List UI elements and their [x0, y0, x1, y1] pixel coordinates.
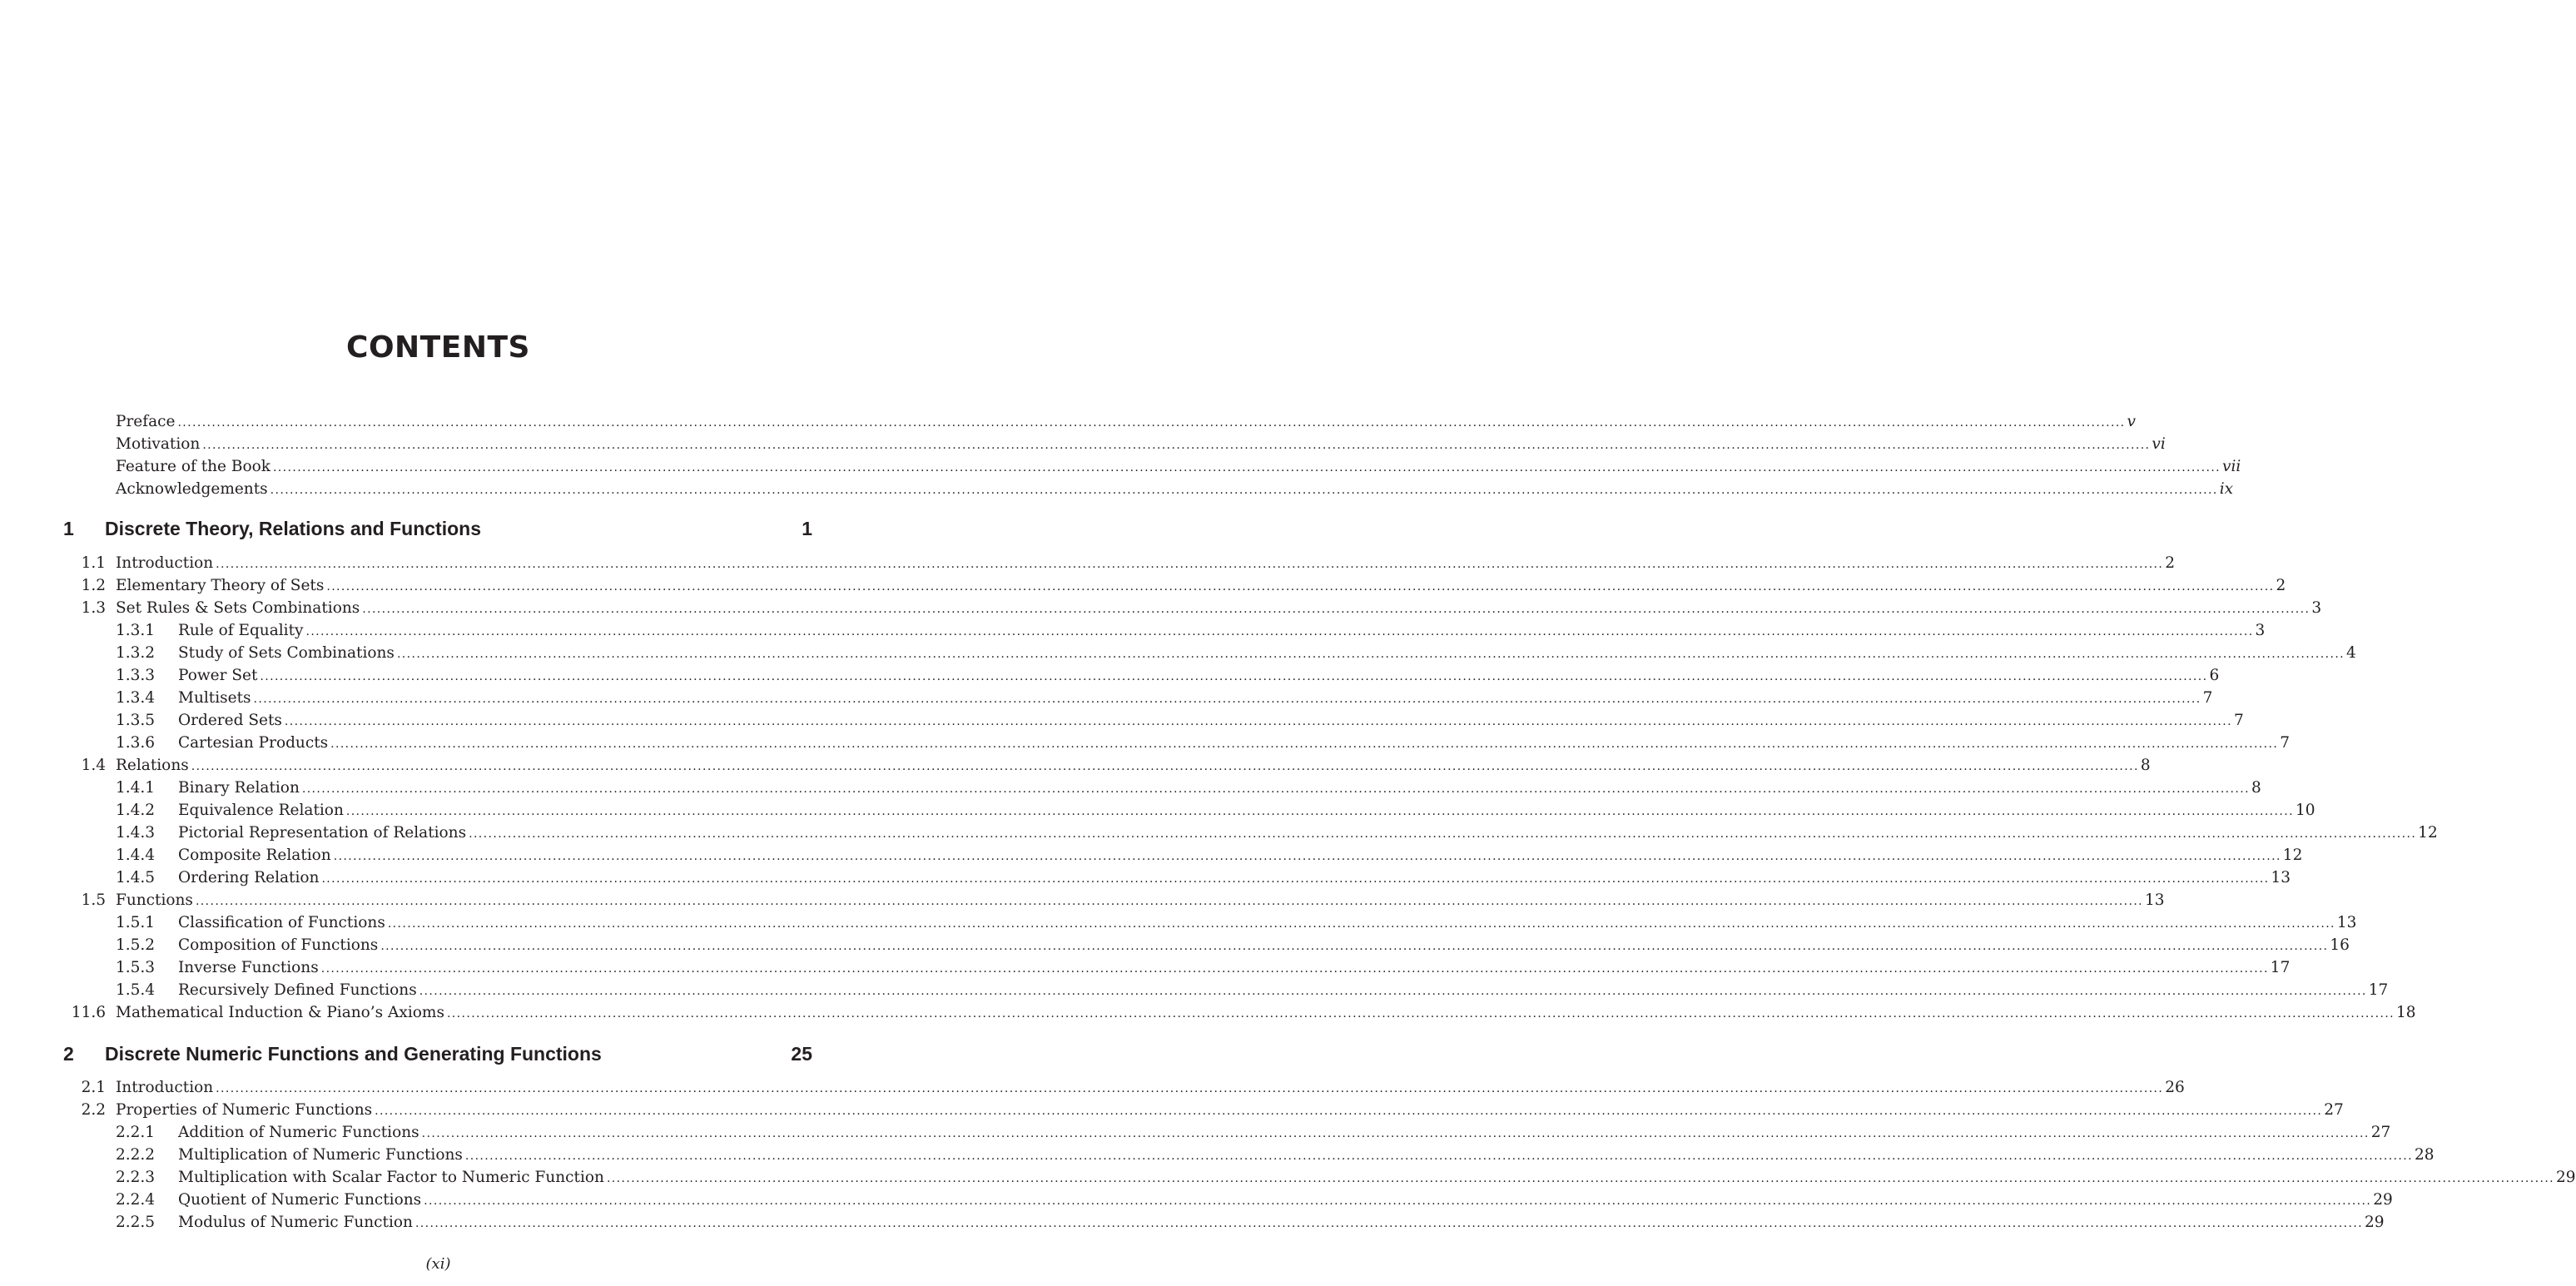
entry-page: 27: [2370, 1124, 2391, 1141]
page-title: CONTENTS: [346, 330, 530, 365]
entry-page: 16: [2330, 936, 2350, 954]
section-number: 1.4.2: [116, 802, 156, 819]
entry-title: Composition of Functions: [178, 936, 379, 954]
entry-line: [178, 732, 2290, 756]
entry-line: [116, 478, 2234, 502]
section-number: 1.4.4: [116, 847, 156, 864]
section-number: 2.2.5: [116, 1214, 156, 1231]
entry-title: Elementary Theory of Sets: [116, 577, 325, 594]
toc-entry: [0, 1076, 2185, 1099]
entry-line: [116, 1099, 2344, 1123]
entry-title: Ordered Sets: [178, 712, 282, 729]
entry-page: 2: [2165, 554, 2176, 572]
entry-line: [178, 822, 2438, 846]
toc-entry: [0, 956, 2291, 979]
toc-entry: [0, 1166, 2576, 1189]
chapter-page: 1: [802, 518, 812, 539]
section-number: 1.2: [81, 577, 106, 594]
entry-line: [178, 1166, 2576, 1190]
section-number: 1.3.4: [116, 689, 156, 707]
dot-leader: ................................................................................................................................................................................................................................................................................................................................................................................................................: [362, 603, 2310, 616]
entry-title: Introduction: [116, 554, 214, 572]
dot-leader: ................................................................................................................................................................................................................................................................................................................................................................................................................: [424, 1194, 2372, 1208]
entry-title: Multiplication of Numeric Functions: [178, 1146, 463, 1164]
entry-page: 27: [2324, 1101, 2344, 1119]
entry-title: Ordering Relation: [178, 869, 320, 886]
entry-page: ix: [2219, 480, 2234, 498]
dot-leader: ................................................................................................................................................................................................................................................................................................................................................................................................................: [301, 782, 2250, 796]
entry-title: Addition of Numeric Functions: [178, 1124, 419, 1141]
entry-page: 29: [2556, 1169, 2576, 1186]
section-number: 2.2: [81, 1101, 106, 1119]
dot-leader: ................................................................................................................................................................................................................................................................................................................................................................................................................: [469, 827, 2417, 841]
entry-page: vi: [2152, 435, 2166, 453]
entry-page: 3: [2255, 622, 2266, 639]
entry-line: [178, 1211, 2385, 1235]
section-number: 1.4: [81, 757, 106, 774]
toc-entry: [0, 410, 2136, 433]
entry-line: [178, 709, 2244, 733]
section-number: 1.3: [81, 599, 106, 617]
dot-leader: ................................................................................................................................................................................................................................................................................................................................................................................................................: [202, 439, 2151, 452]
section-number: 2.2.4: [116, 1191, 156, 1209]
entry-line: [178, 619, 2266, 643]
entry-title: Relations: [116, 757, 189, 774]
section-number: 1.5: [81, 891, 106, 909]
entry-page: 17: [2270, 959, 2291, 976]
chapter-number: 2: [63, 1043, 74, 1065]
section-number: 1.3.1: [116, 622, 156, 639]
entry-title: Cartesian Products: [178, 734, 329, 752]
entry-page: 18: [2396, 1004, 2416, 1021]
entry-page: 29: [2373, 1191, 2393, 1209]
toc-entry: [0, 979, 2389, 1001]
entry-page: 26: [2165, 1079, 2185, 1096]
toc-entry: [0, 433, 2166, 455]
dot-leader: ................................................................................................................................................................................................................................................................................................................................................................................................................: [419, 985, 2367, 998]
dot-leader: ................................................................................................................................................................................................................................................................................................................................................................................................................: [272, 461, 2221, 474]
section-number: 1.4.5: [116, 869, 156, 886]
dot-leader: ................................................................................................................................................................................................................................................................................................................................................................................................................: [446, 1007, 2395, 1020]
dot-leader: ................................................................................................................................................................................................................................................................................................................................................................................................................: [387, 917, 2335, 931]
toc-entry: [0, 552, 2176, 574]
dot-leader: ................................................................................................................................................................................................................................................................................................................................................................................................................: [260, 670, 2208, 683]
entry-title: Multisets: [178, 689, 251, 707]
entry-line: [178, 799, 2315, 823]
dot-leader: ................................................................................................................................................................................................................................................................................................................................................................................................................: [216, 1082, 2164, 1095]
entry-line: [178, 844, 2303, 868]
toc-entry: [0, 574, 2286, 597]
entry-title: Power Set: [178, 667, 258, 684]
entry-page: 13: [2271, 869, 2291, 886]
entry-page: 12: [2282, 847, 2303, 864]
section-number: 1.4.3: [116, 824, 156, 842]
entry-line: [178, 911, 2357, 936]
section-number: 11.6: [71, 1004, 106, 1021]
dot-leader: ................................................................................................................................................................................................................................................................................................................................................................................................................: [326, 580, 2275, 593]
entry-page: 8: [2140, 757, 2151, 774]
entry-page: 3: [2311, 599, 2322, 617]
entry-line: [116, 754, 2151, 778]
dot-leader: ................................................................................................................................................................................................................................................................................................................................................................................................................: [321, 872, 2270, 886]
toc-entry: [0, 1099, 2344, 1121]
toc-entry: [0, 664, 2220, 687]
entry-title: Multiplication with Scalar Factor to Numeric Function: [178, 1169, 604, 1186]
dot-leader: ................................................................................................................................................................................................................................................................................................................................................................................................................: [195, 895, 2144, 908]
entry-line: [178, 664, 2220, 688]
toc-entry: [0, 889, 2165, 911]
entry-line: [178, 1189, 2393, 1213]
entry-page: v: [2127, 413, 2136, 430]
entry-title: Introduction: [116, 1079, 214, 1096]
entry-page: 13: [2145, 891, 2165, 909]
toc-entry: [0, 455, 2241, 478]
entry-page: 7: [2280, 734, 2290, 752]
section-number: 2.2.2: [116, 1146, 156, 1164]
entry-title: Study of Sets Combinations: [178, 644, 395, 662]
entry-title: Modulus of Numeric Function: [178, 1214, 413, 1231]
entry-page: 6: [2209, 667, 2220, 684]
toc-entry: [0, 597, 2322, 619]
entry-line: [178, 642, 2356, 666]
entry-title: Equivalence Relation: [178, 802, 344, 819]
entry-line: [116, 552, 2176, 576]
dot-leader: ................................................................................................................................................................................................................................................................................................................................................................................................................: [414, 1217, 2364, 1230]
entry-title: Rule of Equality: [178, 622, 304, 639]
entry-title: Properties of Numeric Functions: [116, 1101, 373, 1119]
dot-leader: ................................................................................................................................................................................................................................................................................................................................................................................................................: [270, 484, 2218, 497]
toc-entry: [0, 619, 2266, 642]
entry-line: [178, 979, 2389, 1003]
entry-line: [116, 433, 2166, 457]
entry-title: Functions: [116, 891, 193, 909]
chapter-title: Discrete Numeric Functions and Generating Functions: [105, 1043, 602, 1065]
entry-page: 8: [2251, 779, 2261, 797]
toc-entry: [0, 1001, 2416, 1024]
toc-entry: [0, 709, 2244, 732]
toc-entry: [0, 911, 2357, 934]
entry-title: Motivation: [116, 435, 201, 453]
toc-entry: [0, 754, 2151, 777]
entry-line: [178, 1121, 2391, 1145]
chapter-heading: [0, 515, 876, 542]
dot-leader: ................................................................................................................................................................................................................................................................................................................................................................................................................: [330, 737, 2279, 751]
entry-page: 7: [2233, 712, 2244, 729]
chapter-heading: [0, 1040, 876, 1067]
section-number: 1.3.6: [116, 734, 156, 752]
toc-entry: [0, 732, 2290, 754]
dot-leader: ................................................................................................................................................................................................................................................................................................................................................................................................................: [375, 1105, 2323, 1118]
chapter-title: Discrete Theory, Relations and Functions: [105, 518, 481, 539]
toc-entry: [0, 777, 2261, 799]
entry-page: 7: [2202, 689, 2213, 707]
entry-title: Recursively Defined Functions: [178, 981, 417, 999]
entry-page: vii: [2222, 458, 2241, 475]
section-number: 1.4.1: [116, 779, 156, 797]
section-number: 2.2.3: [116, 1169, 156, 1186]
page-number-folio: (xi): [425, 1255, 451, 1273]
section-number: 1.5.1: [116, 914, 156, 931]
dot-leader: ................................................................................................................................................................................................................................................................................................................................................................................................................: [421, 1127, 2370, 1140]
dot-leader: ................................................................................................................................................................................................................................................................................................................................................................................................................: [345, 805, 2294, 818]
toc-entry: [0, 1144, 2435, 1166]
section-number: 1.5.3: [116, 959, 156, 976]
entry-page: 4: [2346, 644, 2356, 662]
section-number: 1.5.4: [116, 981, 156, 999]
dot-leader: ................................................................................................................................................................................................................................................................................................................................................................................................................: [320, 962, 2269, 976]
dot-leader: ................................................................................................................................................................................................................................................................................................................................................................................................................: [216, 558, 2164, 571]
entry-title: Inverse Functions: [178, 959, 319, 976]
toc-entry: [0, 822, 2438, 844]
toc-entry: [0, 844, 2303, 866]
section-number: 1.1: [81, 554, 106, 572]
dot-leader: ................................................................................................................................................................................................................................................................................................................................................................................................................: [606, 1172, 2555, 1185]
toc-entry: [0, 1189, 2393, 1211]
toc-entry: [0, 1121, 2391, 1144]
entry-page: 10: [2295, 802, 2315, 819]
entry-page: 13: [2336, 914, 2357, 931]
entry-title: Binary Relation: [178, 779, 300, 797]
section-number: 2.1: [81, 1079, 106, 1096]
toc-entry: [0, 934, 2350, 956]
section-number: 1.3.3: [116, 667, 156, 684]
entry-title: Feature of the Book: [116, 458, 271, 475]
entry-line: [116, 574, 2286, 598]
toc-entry: [0, 1211, 2385, 1234]
dot-leader: ................................................................................................................................................................................................................................................................................................................................................................................................................: [396, 648, 2345, 661]
entry-title: Mathematical Induction & Piano’s Axioms: [116, 1004, 444, 1021]
entry-title: Composite Relation: [178, 847, 331, 864]
entry-line: [178, 1144, 2435, 1168]
section-number: 1.3.5: [116, 712, 156, 729]
entry-line: [116, 1076, 2185, 1100]
section-number: 2.2.1: [116, 1124, 156, 1141]
section-number: 1.5.2: [116, 936, 156, 954]
entry-title: Classification of Functions: [178, 914, 385, 931]
toc-entry: [0, 478, 2234, 500]
entry-line: [116, 597, 2322, 621]
entry-page: 17: [2368, 981, 2389, 999]
chapter-page: 25: [791, 1043, 812, 1065]
entry-line: [116, 410, 2136, 434]
toc-entry: [0, 687, 2213, 709]
entry-line: [116, 889, 2165, 913]
entry-page: 12: [2418, 824, 2438, 842]
dot-leader: ................................................................................................................................................................................................................................................................................................................................................................................................................: [253, 693, 2201, 706]
entry-line: [178, 956, 2291, 981]
entry-line: [178, 934, 2350, 958]
toc-entry: [0, 799, 2315, 822]
dot-leader: ................................................................................................................................................................................................................................................................................................................................................................................................................: [464, 1149, 2413, 1163]
entry-page: 29: [2365, 1214, 2385, 1231]
dot-leader: ................................................................................................................................................................................................................................................................................................................................................................................................................: [305, 625, 2254, 638]
dot-leader: ................................................................................................................................................................................................................................................................................................................................................................................................................: [177, 416, 2126, 429]
entry-title: Quotient of Numeric Functions: [178, 1191, 422, 1209]
dot-leader: ................................................................................................................................................................................................................................................................................................................................................................................................................: [284, 715, 2232, 728]
entry-page: 28: [2414, 1146, 2435, 1164]
entry-title: Acknowledgements: [116, 480, 268, 498]
entry-title: Set Rules & Sets Combinations: [116, 599, 360, 617]
dot-leader: ................................................................................................................................................................................................................................................................................................................................................................................................................: [380, 940, 2329, 953]
entry-line: [178, 866, 2291, 891]
entry-line: [116, 1001, 2416, 1025]
entry-title: Preface: [116, 413, 176, 430]
chapter-number: 1: [63, 518, 74, 539]
entry-title: Pictorial Representation of Relations: [178, 824, 467, 842]
section-number: 1.3.2: [116, 644, 156, 662]
dot-leader: ................................................................................................................................................................................................................................................................................................................................................................................................................: [191, 760, 2139, 773]
entry-line: [178, 687, 2213, 711]
entry-line: [178, 777, 2261, 801]
toc-entry: [0, 642, 2356, 664]
entry-page: 2: [2276, 577, 2286, 594]
entry-line: [116, 455, 2241, 479]
dot-leader: ................................................................................................................................................................................................................................................................................................................................................................................................................: [333, 850, 2281, 863]
toc-entry: [0, 866, 2291, 889]
